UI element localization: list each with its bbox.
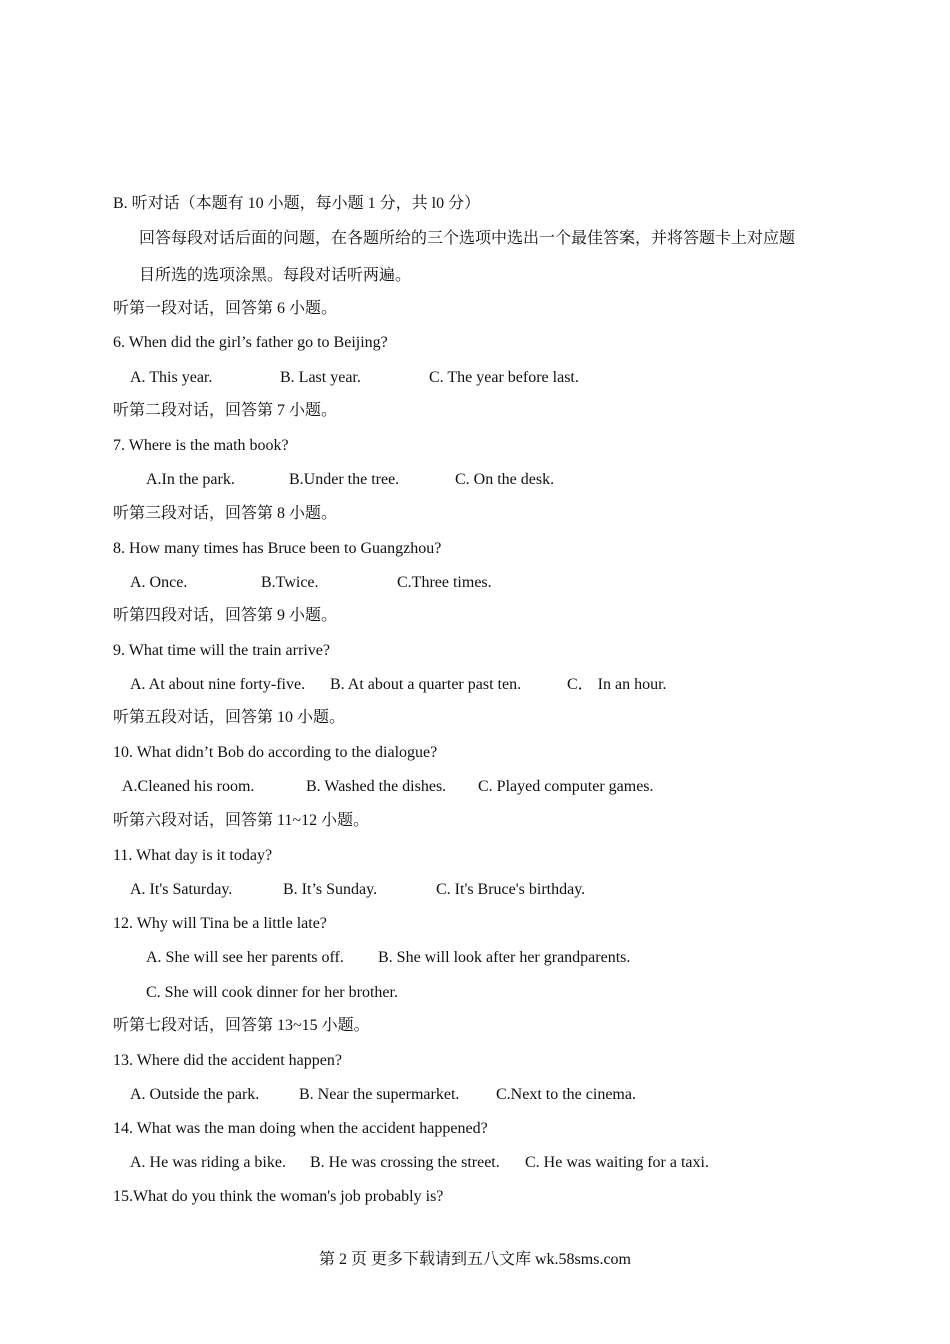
section-b-title: B. 听对话（本题有 10 小题，每小题 1 分，共 l0 分） xyxy=(113,195,481,212)
option-c: C. On the desk. xyxy=(455,471,555,488)
section-b-instruction-1: 回答每段对话后面的问题，在各题所给的三个选项中选出一个最佳答案，并将答题卡上对应题 xyxy=(139,230,796,247)
option-b: B.Twice. xyxy=(261,574,319,591)
dialogue-header: 听第三段对话，回答第 8 小题。 xyxy=(113,505,338,522)
option-b: B.Under the tree. xyxy=(289,471,400,488)
option-a: A.In the park. xyxy=(146,471,235,488)
option-a: A. He was riding a bike. xyxy=(130,1154,286,1171)
option-a: A.Cleaned his room. xyxy=(122,778,255,795)
option-a: A. Outside the park. xyxy=(130,1086,260,1103)
option-b: B. It’s Sunday. xyxy=(283,881,378,898)
option-c: C.Next to the cinema. xyxy=(496,1086,636,1103)
option-c: C.Three times. xyxy=(397,574,492,591)
page-footer: 第 2 页 更多下载请到五八文库 wk.58sms.com xyxy=(318,1251,631,1268)
question-text: 6. When did the girl’s father go to Beijing? xyxy=(113,334,388,351)
option-c: C. He was waiting for a taxi. xyxy=(525,1154,709,1171)
dialogue-header: 听第六段对话，回答第 11~12 小题。 xyxy=(113,812,370,829)
option-b: B. Last year. xyxy=(280,369,361,386)
option-a: A. She will see her parents off. xyxy=(146,949,344,966)
option-c: C． In an hour. xyxy=(567,676,667,693)
option-b: B. She will look after her grandparents. xyxy=(378,949,631,966)
question-text: 10. What didn’t Bob do according to the dialogue? xyxy=(113,744,438,761)
question-text: 11. What day is it today? xyxy=(113,847,273,864)
question-text: 12. Why will Tina be a little late? xyxy=(113,915,327,932)
option-a: A. This year. xyxy=(130,369,213,386)
dialogue-header: 听第五段对话，回答第 10 小题。 xyxy=(113,709,346,726)
option-b: B. He was crossing the street. xyxy=(310,1154,500,1171)
question-text: 8. How many times has Bruce been to Guangzhou? xyxy=(113,540,442,557)
dialogue-header: 听第二段对话，回答第 7 小题。 xyxy=(113,402,338,419)
dialogue-header: 听第四段对话，回答第 9 小题。 xyxy=(113,607,338,624)
question-text: 9. What time will the train arrive? xyxy=(113,642,330,659)
option-c: C. The year before last. xyxy=(429,369,579,386)
question-text: 13. Where did the accident happen? xyxy=(113,1052,342,1069)
option-b: B. At about a quarter past ten. xyxy=(330,676,522,693)
section-b-instruction-2: 目所选的选项涂黑。每段对话听两遍。 xyxy=(139,267,412,284)
dialogue-header: 听第七段对话，回答第 13~15 小题。 xyxy=(113,1017,370,1034)
question-text: 14. What was the man doing when the accident happened? xyxy=(113,1120,488,1137)
option-b: B. Washed the dishes. xyxy=(306,778,447,795)
option-a: A. It's Saturday. xyxy=(130,881,233,898)
option-a: A. Once. xyxy=(130,574,188,591)
option-c: C. She will cook dinner for her brother. xyxy=(146,984,398,1001)
question-text: 15.What do you think the woman's job probably is? xyxy=(113,1188,444,1205)
option-c: C. Played computer games. xyxy=(478,778,654,795)
dialogue-header: 听第一段对话，回答第 6 小题。 xyxy=(113,300,338,317)
option-c: C. It's Bruce's birthday. xyxy=(436,881,586,898)
question-text: 7. Where is the math book? xyxy=(113,437,289,454)
option-a: A. At about nine forty-five. xyxy=(130,676,306,693)
option-b: B. Near the supermarket. xyxy=(299,1086,460,1103)
